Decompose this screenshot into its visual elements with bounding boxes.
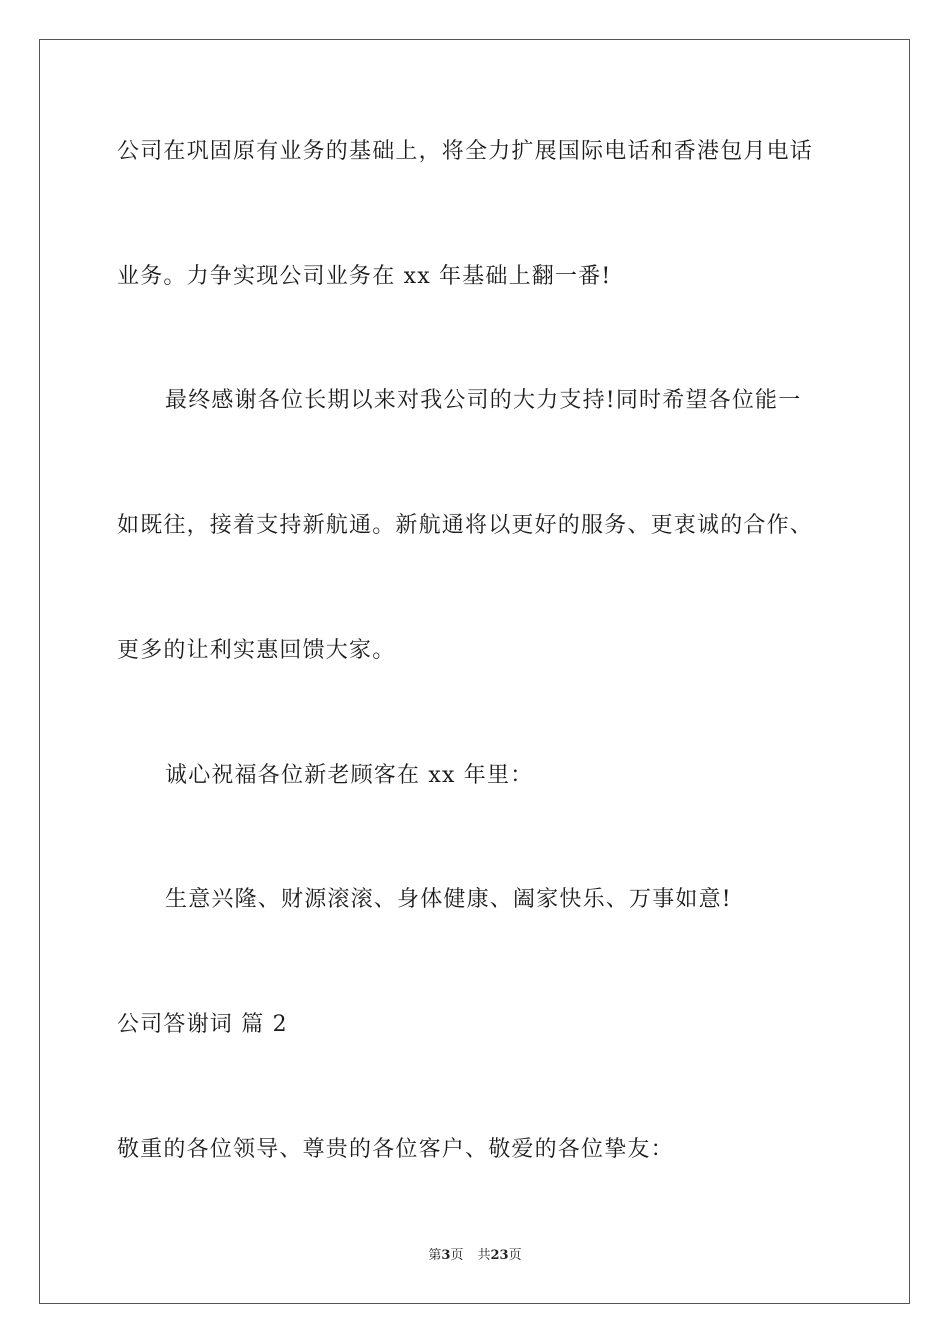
footer-total-pages: 23 — [490, 1248, 509, 1263]
footer-total-suffix: 页 — [508, 1248, 522, 1263]
body-line-9: 敬重的各位领导、尊贵的各位客户、敬爱的各位挚友： — [117, 1137, 674, 1162]
body-line-3: 最终感谢各位长期以来对我公司的大力支持!同时希望各位能一 — [165, 388, 802, 413]
body-line-2: 业务。力争实现公司业务在 xx 年基础上翻一番! — [117, 264, 612, 289]
body-line-4: 如既往，接着支持新航通。新航通将以更好的服务、更衷诚的合作、 — [117, 513, 814, 538]
body-line-5: 更多的让利实惠回馈大家。 — [117, 638, 396, 663]
footer-total-prefix: 共 — [477, 1248, 491, 1263]
footer-prefix: 第 — [428, 1248, 442, 1263]
body-line-1: 公司在巩固原有业务的基础上，将全力扩展国际电话和香港包月电话 — [117, 139, 814, 164]
footer-page-suffix: 页 — [450, 1248, 464, 1263]
page-frame — [39, 39, 910, 1304]
body-line-7: 生意兴隆、财源滚滚、身体健康、阖家快乐、万事如意! — [165, 887, 732, 912]
footer-page-number: 3 — [441, 1248, 451, 1263]
body-line-6: 诚心祝福各位新老顾客在 xx 年里： — [165, 763, 534, 788]
section-heading: 公司答谢词 篇 2 — [117, 1012, 288, 1037]
page-footer — [0, 1247, 950, 1265]
